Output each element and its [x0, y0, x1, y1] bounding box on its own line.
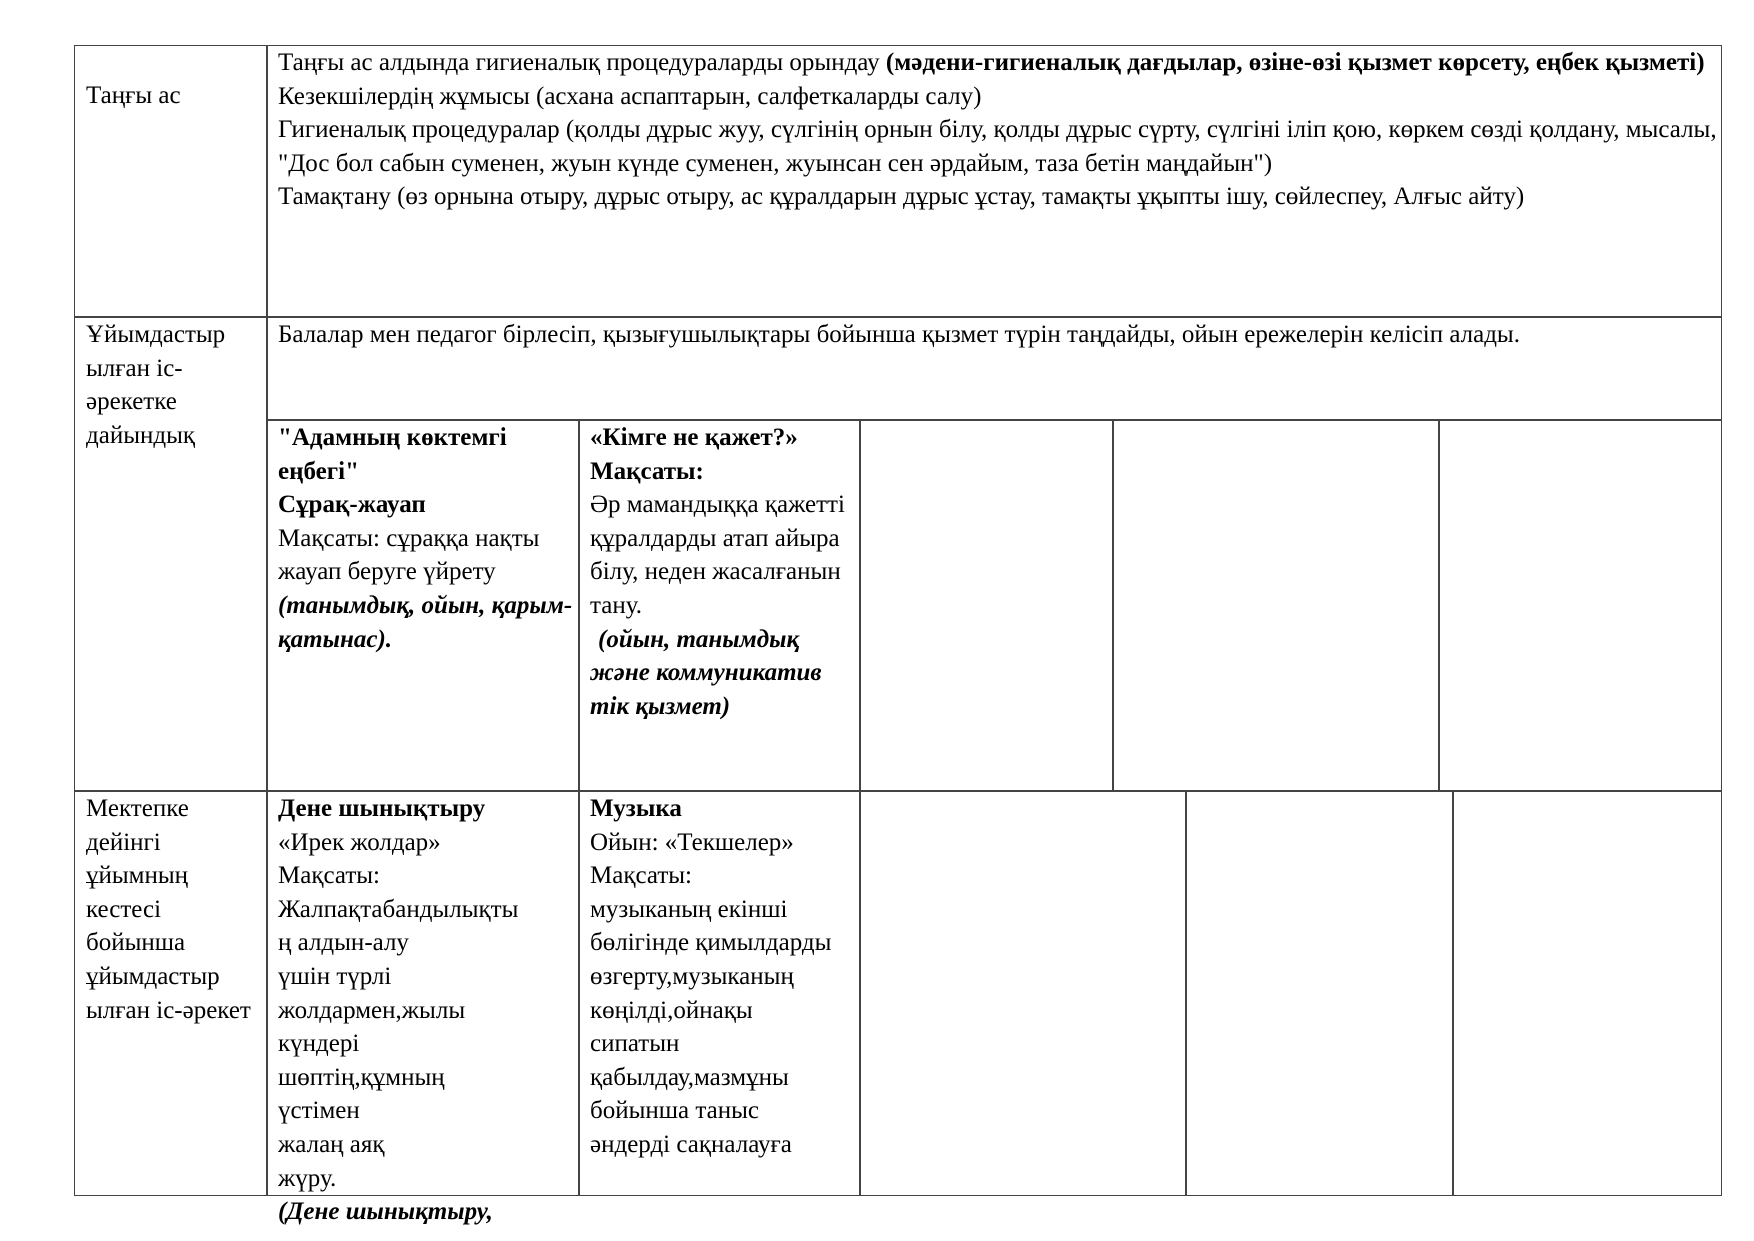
schedule-col2-goal-label: Мақсаты:: [590, 862, 692, 890]
preparation-col1-goal: Мақсаты: сұраққа нақты жауап беруге үйрету: [278, 524, 540, 586]
breakfast-hygiene-skills: (мәдени-гигиеналық дағдылар, өзіне-өзі қызмет көрсету, еңбек қызметі): [885, 49, 1705, 76]
schedule-label-cell: [86, 792, 258, 1027]
schedule-col2-cell: [590, 792, 855, 1162]
col-divider-label: [266, 46, 268, 1195]
preparation-col2-cell: [590, 421, 855, 723]
preparation-col2-goal-label: Мақсаты:: [590, 457, 704, 485]
breakfast-hygiene-paragraph: [278, 46, 1718, 80]
preparation-col1-title: "Адамның көктемгі еңбегі": [278, 424, 507, 485]
prep-col-divider-1: [578, 419, 580, 791]
preparation-label: Ұйымдастыр ылған іс-әрекетке дайындық: [86, 321, 226, 449]
schedule-col1-goal-label: Мақсаты:: [278, 862, 380, 890]
schedule-col1-title: Дене шынықтыру: [278, 795, 486, 822]
schedule-label: Мектепке дейінгі ұйымның кестесі бойынша ұйымдастыр ылған іс-әрекет: [86, 795, 251, 1024]
breakfast-eating-paragraph: Тамақтану (өз орнына отыру, дұрыс отыру, ас құралдарын дұрыс ұстау, тамақты ұқыпты ішу, сөйлеспеу, Алғыс айту): [278, 183, 1525, 211]
schedule-col1-cell: [278, 792, 576, 1229]
schedule-col2-title: Музыка: [590, 795, 682, 822]
preparation-col2-goal: Әр мамандыққа қажетті құралдарды атап айыра білу, неден жасалғанын тану.: [590, 491, 845, 619]
schedule-col1-game: «Ирек жолдар»: [278, 828, 441, 856]
preparation-col2-area: (ойын, танымдық және коммуникатив тік қызмет): [590, 625, 822, 720]
preparation-intro-cell: [278, 318, 1718, 352]
breakfast-label: Таңғы ас: [86, 82, 181, 109]
prep-col-divider-3: [1112, 419, 1114, 791]
breakfast-label-cell: [86, 79, 256, 113]
schedule-col1-area: (Дене шынықтыру,: [278, 1198, 493, 1226]
breakfast-procedures-paragraph: Гигиеналық процедуралар (қолды дұрыс жуу, сүлгінің орнын білу, қолды дұрыс сүрту, сүлгіні іліп қою, көркем сөзді қолдану, мысалы, "Дос бол сабын суменен, жуын күнде суменен, жуынсан сен әрдайым, таза бетін маңдайын"): [278, 116, 1717, 177]
sched-col-divider-4: [1452, 790, 1454, 1195]
preparation-col2-title: «Кімге не қажет?»: [590, 424, 798, 451]
preparation-col1-cell: [278, 421, 574, 656]
schedule-col2-game: Ойын: «Текшелер»: [590, 828, 794, 856]
prep-col-divider-2: [859, 419, 861, 791]
breakfast-hygiene-text: Таңғы ас алдында гигиеналық процедураларды орындау: [278, 49, 886, 76]
breakfast-content-cell: [278, 46, 1718, 214]
schedule-col1-goal: Жалпақтабандылықты ң алдын-алу үшін түрлі жолдармен,жылы күндері шөптің,құмның үстімен жалаң аяқ жүру.: [278, 895, 519, 1192]
sched-col-divider-3: [1185, 790, 1187, 1195]
prep-col-divider-4: [1438, 419, 1440, 791]
preparation-intro: Балалар мен педагог бірлесіп, қызығушылықтары бойынша қызмет түрін таңдайды, ойын ережелерін келісіп алады.: [278, 321, 1520, 348]
plan-table: [74, 45, 1722, 1226]
schedule-col2-goal: музыканың екінші бөлігінде қимылдарды өзгерту,музыканың көңілді,ойнақы сипатын қабылдау,мазмұны бойынша таныс әндерді сақналауға: [590, 895, 832, 1158]
preparation-col1-subtitle: Сұрақ-жауап: [278, 491, 426, 519]
preparation-col1-area: (танымдық, ойын, қарым-қатынас).: [278, 591, 573, 653]
preparation-label-cell: [86, 318, 256, 452]
breakfast-duty-paragraph: Кезекшілердің жұмысы (асхана аспаптарын, салфеткаларды салу): [278, 82, 982, 110]
sched-col-divider-1: [578, 790, 580, 1195]
sched-col-divider-2: [859, 790, 861, 1195]
